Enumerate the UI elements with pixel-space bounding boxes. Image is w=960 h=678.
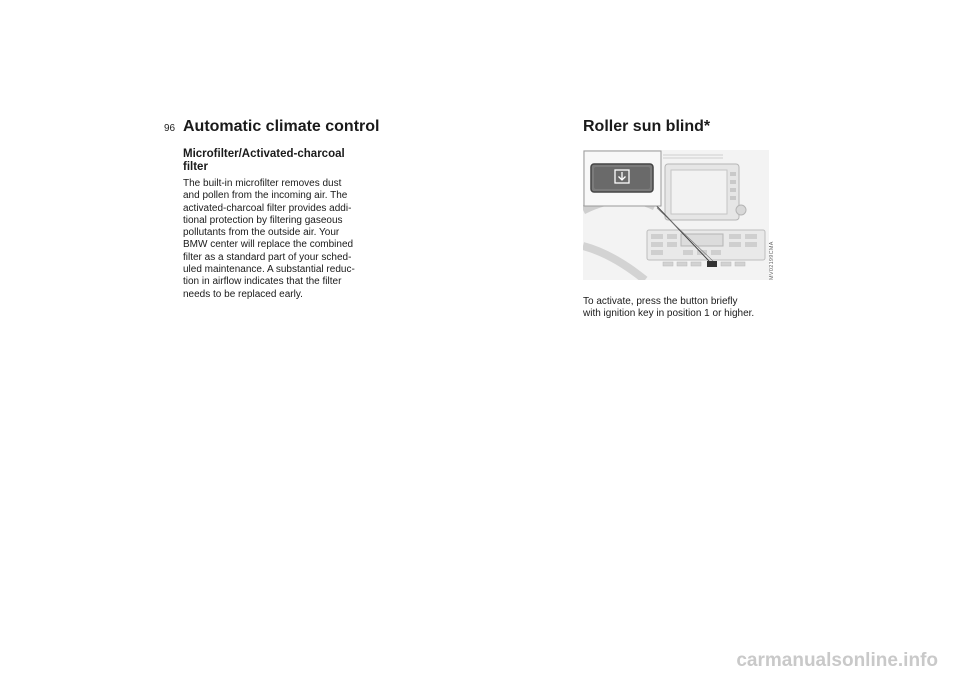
text-line: with ignition key in position 1 or higher.: [583, 308, 755, 320]
subheading-microfilter: [183, 148, 383, 174]
text-line: and pollen from the incoming air. The: [183, 190, 348, 202]
sun-blind-instructions: [583, 296, 783, 321]
text-line: To activate, press the button briefly: [583, 296, 738, 307]
text-line: The built-in microfilter removes dust: [183, 178, 342, 189]
text-line: BMW center will replace the combined: [183, 239, 354, 251]
subheading-line-2: filter: [183, 161, 208, 173]
dashboard-illustration: [583, 150, 769, 280]
text-line: uled maintenance. A substantial reduc-: [183, 264, 355, 276]
text-line: needs to be replaced early.: [183, 288, 303, 300]
sun-blind-button-location: [707, 261, 717, 267]
text-line: filter as a standard part of your sched-: [183, 251, 352, 263]
text-line: tional protection by filtering gaseous: [183, 214, 343, 226]
text-line: activated-charcoal filter provides addi-: [183, 202, 352, 214]
figure-code: MV02199CMA: [769, 241, 775, 280]
text-line: pollutants from the outside air. Your: [183, 227, 340, 239]
subheading-line-1: Microfilter/Activated-charcoal: [183, 148, 345, 160]
page-number: 96: [164, 123, 176, 134]
section-title-climate-control: Automatic climate control: [183, 118, 380, 135]
watermark: carmanualsonline.info: [736, 650, 938, 671]
section-title-roller-sun-blind: Roller sun blind*: [583, 118, 711, 135]
microfilter-description: [183, 178, 393, 301]
dashboard-drawing: [583, 150, 769, 280]
text-line: tion in airflow indicates that the filter: [183, 276, 342, 288]
